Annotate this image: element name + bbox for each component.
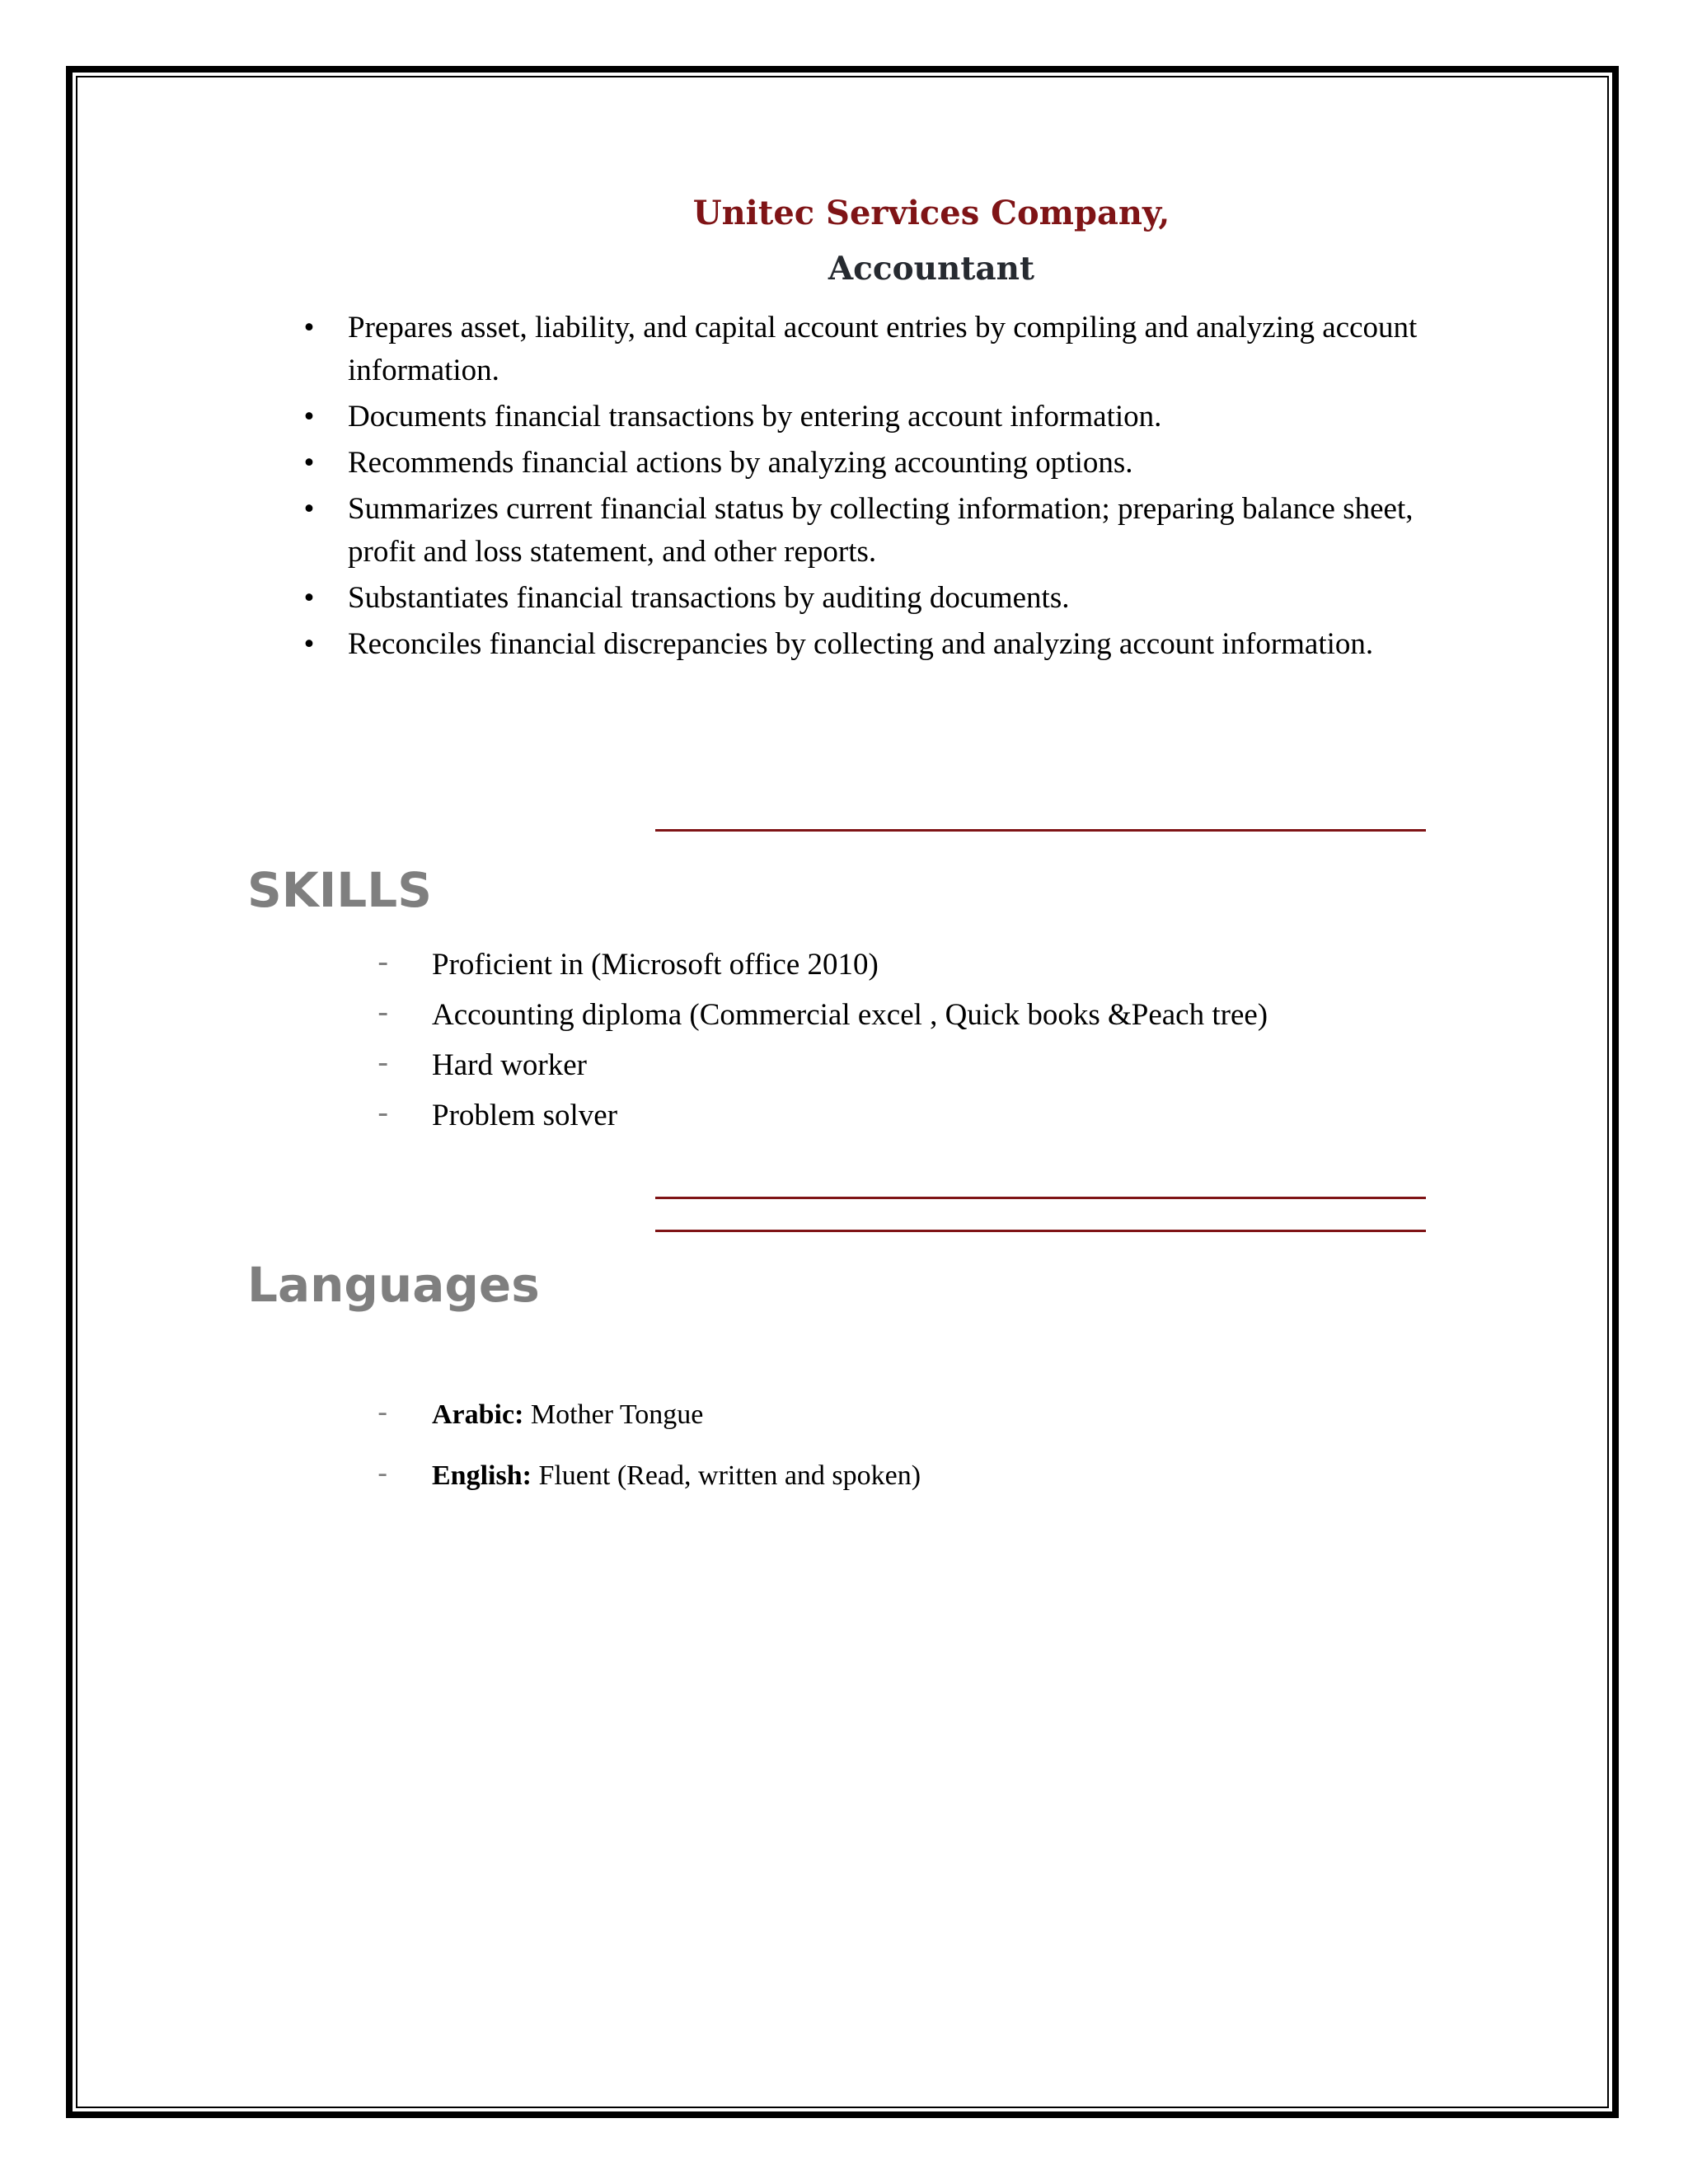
list-item [297,396,1434,438]
list-item [297,577,1434,620]
list-item [377,1090,1268,1141]
skill-text: Proficient in (Microsoft office 2010) [432,948,879,982]
duty-text: Recommends financial actions by analyzing accounting options. [348,446,1133,480]
duty-text: Substantiates financial transactions by auditing documents. [348,581,1070,615]
skills-heading: SKILLS [247,862,432,918]
bullet-icon: • [303,492,315,526]
dash-icon: - [377,944,389,980]
dash-icon: - [377,1095,389,1131]
skill-text: Hard worker [432,1048,587,1082]
dash-icon: - [377,1457,388,1490]
skill-text: Accounting diploma (Commercial excel , Quick books &Peach tree) [432,998,1268,1032]
bullet-icon: • [303,627,315,661]
list-item [297,488,1434,574]
bullet-icon: • [303,581,315,615]
languages-list [377,1385,921,1507]
dash-icon: - [377,1396,388,1429]
duty-text: Documents financial transactions by entering account information. [348,400,1162,434]
duty-text: Summarizes current financial status by collecting information; preparing balance sheet, profit and loss statement, and other reports. [348,492,1414,569]
bullet-icon: • [303,311,315,344]
list-item [297,442,1434,485]
language-level: Fluent (Read, written and spoken) [531,1460,921,1491]
list-item [377,1385,921,1446]
list-item [377,1446,921,1507]
skill-text: Problem solver [432,1099,618,1132]
list-item [297,307,1434,392]
list-item [377,940,1268,990]
job-title: Accountant [828,250,1035,288]
duty-text: Prepares asset, liability, and capital account entries by compiling and analyzing account information. [348,311,1418,387]
dash-icon: - [377,1045,389,1080]
bullet-icon: • [303,400,315,434]
languages-heading: Languages [247,1257,540,1313]
list-item [377,990,1268,1040]
section-divider [655,829,1426,832]
company-name: Unitec Services Company, [692,194,1170,232]
language-level: Mother Tongue [523,1399,704,1430]
bullet-icon: • [303,446,315,480]
list-item [377,1040,1268,1090]
language-name: English: [432,1460,532,1491]
duty-text: Reconciles financial discrepancies by collecting and analyzing account information. [348,627,1374,661]
language-name: Arabic: [432,1399,524,1430]
section-divider [655,1230,1426,1232]
section-divider [655,1197,1426,1199]
skills-list [377,940,1268,1141]
dash-icon: - [377,995,389,1030]
list-item [297,623,1434,666]
duties-list [297,307,1434,669]
